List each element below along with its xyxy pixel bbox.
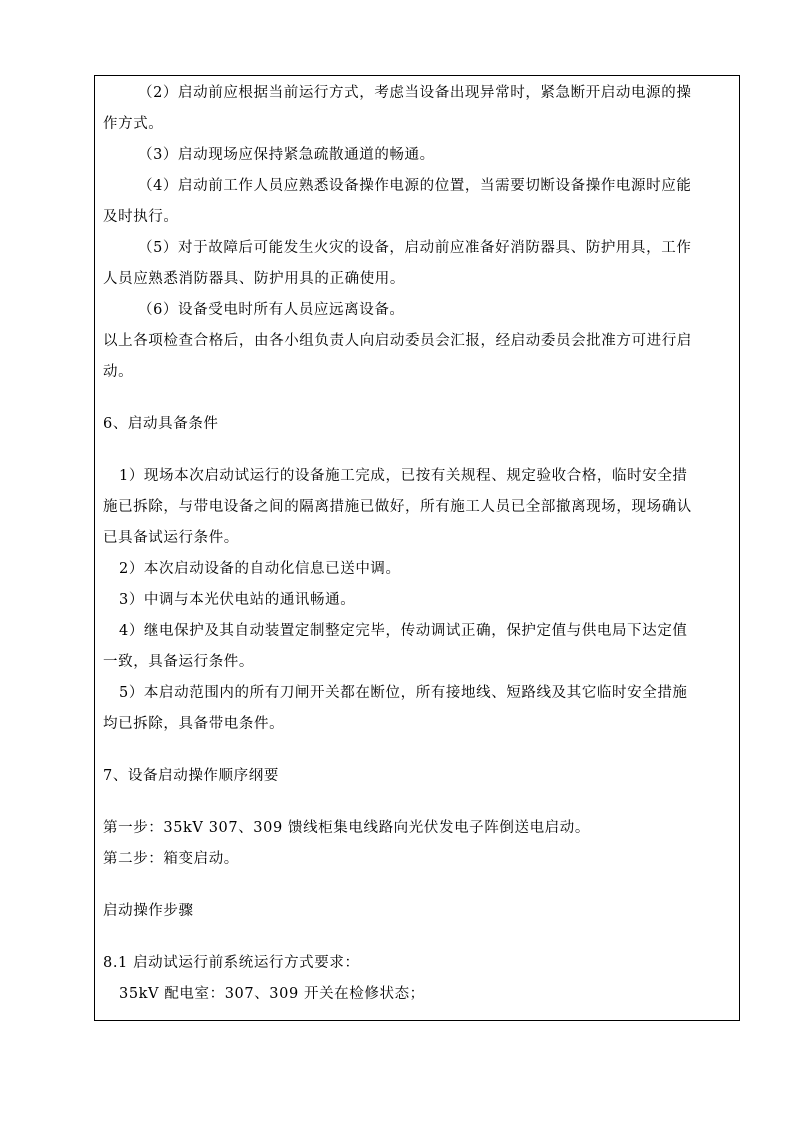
- paragraph-line: 施已拆除，与带电设备之间的隔离措施已做好，所有施工人员已全部撤离现场，现场确认: [103, 499, 692, 515]
- section-heading: 6、启动具备条件: [103, 416, 219, 432]
- paragraph-line: 人员应熟悉消防器具、防护用具的正确使用。: [103, 271, 405, 287]
- paragraph-line: 一致，具备运行条件。: [103, 654, 254, 670]
- section-heading: 启动操作步骤: [103, 903, 194, 919]
- subsection-heading: 8.1 启动试运行前系统运行方式要求：: [103, 955, 360, 971]
- paragraph-line: 作方式。: [103, 116, 164, 132]
- paragraph-line: 动。: [103, 364, 134, 380]
- paragraph-line: 35kV 配电室：307、309 开关在检修状态；: [119, 986, 425, 1002]
- paragraph-line: 第一步：35kV 307、309 馈线柜集电线路向光伏发电子阵倒送电启动。: [103, 820, 590, 836]
- paragraph-line: （5）对于故障后可能发生火灾的设备，启动前应准备好消防器具、防护用具，工作: [138, 240, 692, 256]
- paragraph-line: 2）本次启动设备的自动化信息已送中调。: [119, 561, 401, 577]
- blank-gap: [103, 875, 737, 896]
- blank-gap: [103, 792, 737, 813]
- paragraph-line: （6）设备受电时所有人员应远离设备。: [138, 302, 405, 318]
- blank-gap: [103, 740, 737, 761]
- paragraph-line: 以上各项检查合格后，由各小组负责人向启动委员会汇报，经启动委员会批准方可进行启: [103, 333, 692, 349]
- paragraph-line: 第二步：箱变启动。: [103, 851, 239, 867]
- section-heading: 7、设备启动操作顺序纲要: [103, 768, 279, 784]
- paragraph-line: （2）启动前应根据当前运行方式，考虑当设备出现异常时，紧急断开启动电源的操: [138, 85, 692, 101]
- blank-gap: [103, 388, 737, 409]
- paragraph-line: 5）本启动范围内的所有刀闸开关都在断位，所有接地线、短路线及其它临时安全措施: [119, 685, 688, 701]
- paragraph-line: 及时执行。: [103, 209, 179, 225]
- paragraph-line: 4）继电保护及其自动装置定制整定完毕，传动调试正确，保护定值与供电局下达定值: [119, 623, 688, 639]
- blank-gap: [103, 927, 737, 948]
- paragraph-line: （3）启动现场应保持紧急疏散通道的畅通。: [138, 147, 435, 163]
- paragraph-line: 1）现场本次启动试运行的设备施工完成，已按有关规程、规定验收合格，临时安全措: [119, 468, 688, 484]
- document-body: [103, 78, 737, 1010]
- paragraph-line: 3）中调与本光伏电站的通讯畅通。: [119, 592, 356, 608]
- blank-gap: [103, 440, 737, 461]
- paragraph-line: 已具备试运行条件。: [103, 530, 239, 546]
- paragraph-line: 均已拆除，具备带电条件。: [103, 716, 285, 732]
- paragraph-line: （4）启动前工作人员应熟悉设备操作电源的位置，当需要切断设备操作电源时应能: [138, 178, 692, 194]
